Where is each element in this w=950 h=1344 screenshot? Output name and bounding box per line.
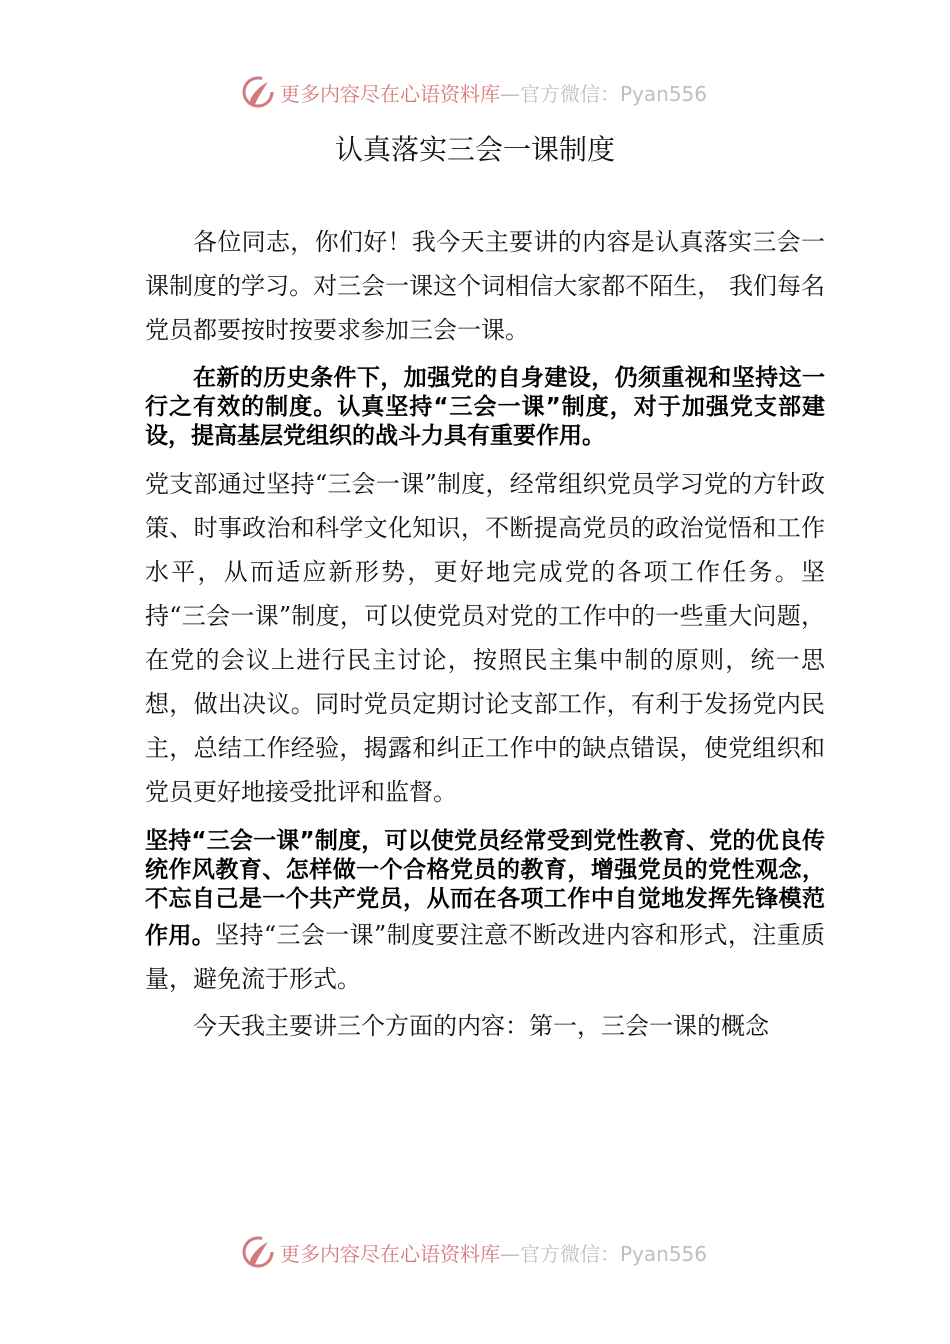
bold-text: 坚持“三会一课”制度，可以使党员经常受到党性教育、党的优良传统作风教育、怎样做一个合格党员的教育，增强党员的党性观念，不忘自己是一个共产党员，从而在各项工作中自觉地发挥先锋模范作用。 xyxy=(145,828,825,949)
paragraph-bold-importance xyxy=(145,363,825,450)
paragraph-party-education xyxy=(145,826,825,1001)
banner-tail-text: —官方微信：Pyan556 xyxy=(500,81,708,106)
brush-logo-icon xyxy=(240,1234,276,1270)
banner-tail-text: —官方微信：Pyan556 xyxy=(500,1241,708,1266)
banner-lead-text: 更多内容尽在心语资料库 xyxy=(280,81,500,106)
banner-lead-text: 更多内容尽在心语资料库 xyxy=(280,1241,500,1266)
document-title: 认真落实三会一课制度 xyxy=(334,133,615,166)
paragraph-branch-study: 党支部通过坚持“三会一课”制度，经常组织党员学习党的方针政策、时事政治和科学文化知识，不断提高党员的政治觉悟和工作水平，从而适应新形势，更好地完成党的各项工作任务。坚持“三会一课”制度，可以使党员对党的工作中的一些重大问题，在党的会议上进行民主讨论，按照民主集中制的原则，统一思想，做出决议。同时党员定期讨论支部工作，有利于发扬党内民主，总结工作经验，揭露和纠正工作中的缺点错误，使党组织和党员更好地接受批评和监督。 xyxy=(145,470,825,806)
footer-watermark-banner xyxy=(240,1232,760,1272)
header-watermark-banner xyxy=(240,72,760,112)
brush-logo-icon xyxy=(240,74,276,110)
paragraph-greeting: 各位同志，你们好！我今天主要讲的内容是认真落实三会一课制度的学习。对三会一课这个词相信大家都不陌生， 我们每名党员都要按时按要求参加三会一课。 xyxy=(145,228,825,344)
regular-text: 坚持“三会一课”制度要注意不断改进内容和形式，注重质量，避免流于形式。 xyxy=(145,921,825,993)
bold-text: 在新的历史条件下，加强党的自身建设，仍须重视和坚持这一行之有效的制度。认真坚持“三会一课”制度，对于加强党支部建设，提高基层党组织的战斗力具有重要作用。 xyxy=(145,365,825,449)
paragraph-outline: 今天我主要讲三个方面的内容：第一，三会一课的概念 xyxy=(193,1012,769,1040)
